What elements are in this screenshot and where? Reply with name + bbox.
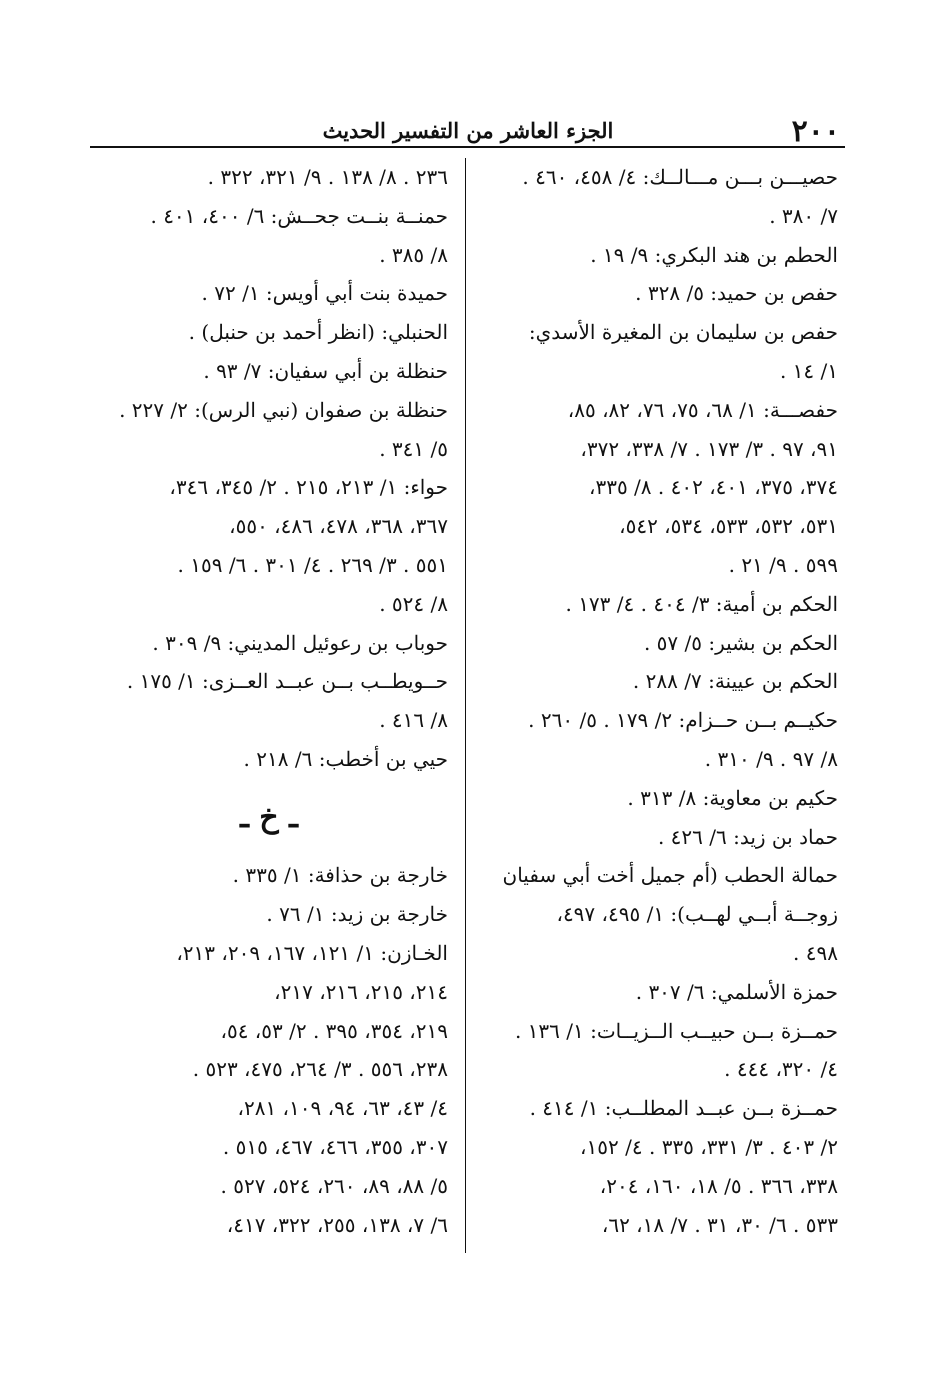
index-line: ٥/ ٣٤١ .	[379, 436, 448, 461]
index-line: حكيــم بــن حــزام: ٢/ ١٧٩ . ٥/ ٢٦٠ .	[528, 708, 838, 733]
column-divider	[465, 158, 466, 1253]
index-line: ٢١٤، ٢١٥، ٢١٦، ٢١٧،	[274, 979, 448, 1004]
index-line: حمــزة بــن عبــد المطلــب: ١/ ٤١٤ .	[529, 1096, 838, 1121]
index-line: الخـازن: ١/ ١٢١، ١٦٧، ٢٠٩، ٢١٣،	[176, 940, 448, 965]
index-line: حــويطــب بــن عبــد العــزى: ١/ ١٧٥ .	[126, 669, 448, 694]
index-line: حماد بن زيد: ٦/ ٤٢٦ .	[657, 824, 838, 849]
index-line: ٦/ ٧، ١٣٨، ٢٥٥، ٣٢٢، ٤١٧،	[226, 1212, 448, 1237]
index-line: حفصـــة: ١/ ٦٨، ٧٥، ٧٦، ٨٢، ٨٥،	[567, 397, 838, 422]
index-line: حفص بن حميد: ٥/ ٣٢٨ .	[635, 281, 838, 306]
index-line: ٥٣٣ . ٦/ ٣٠، ٣١ . ٧/ ١٨، ٦٢،	[601, 1212, 838, 1237]
index-line: ٩١، ٩٧ . ٣/ ١٧٣ . ٧/ ٣٣٨، ٣٧٢،	[580, 436, 838, 461]
index-line: حنظلة بن أبي سفيان: ٧/ ٩٣ .	[203, 358, 448, 383]
index-line: حكيم بن معاوية: ٨/ ٣١٣ .	[627, 785, 838, 810]
index-line: ٣٧٤، ٣٧٥، ٤٠١، ٤٠٢ . ٨/ ٣٣٥،	[588, 475, 838, 500]
index-line: حميدة بنت أبي أويس: ١/ ٧٢ .	[201, 281, 448, 306]
section-heading: ـ خ ـ	[240, 799, 298, 835]
index-line: الحنبلي: (انظر أحمد بن حنبل) .	[188, 320, 448, 345]
index-line: حيي بن أخطب: ٦/ ٢١٨ .	[243, 746, 448, 771]
index-line: ٣٦٧، ٣٦٨، ٤٧٨، ٤٨٦، ٥٥٠،	[229, 514, 448, 539]
index-line: ٤/ ٣٢٠، ٤٤٤ .	[724, 1057, 838, 1082]
left-column	[90, 158, 448, 1244]
index-line: الحكم بن عيينة: ٧/ ٢٨٨ .	[632, 669, 838, 694]
page-header	[88, 112, 848, 148]
index-line: ٥٩٩ . ٩/ ٢١ .	[728, 552, 838, 577]
index-line: الحكم بن بشير: ٥/ ٥٧ .	[643, 630, 838, 655]
index-line: ٨/ ٤١٦ .	[379, 708, 448, 733]
index-line: حصيـــن بـــن مـــالــك: ٤/ ٤٥٨، ٤٦٠ .	[522, 165, 838, 189]
header-rule	[90, 146, 845, 148]
index-line: ٢٣٦ . ٨/ ١٣٨ . ٩/ ٣٢١، ٣٢٢ .	[207, 165, 448, 189]
index-line: ٥٥١ . ٣/ ٢٦٩ . ٤/ ٣٠١ . ٦/ ١٥٩ .	[177, 552, 448, 577]
index-line: ٤٩٨ .	[793, 940, 838, 965]
right-column	[478, 158, 838, 1244]
index-line: ٢/ ٤٠٣ . ٣/ ٣٣١، ٣٣٥ . ٤/ ١٥٢،	[580, 1134, 838, 1159]
index-line: ٥/ ٨٨، ٨٩، ٢٦٠، ٥٢٤، ٥٢٧ .	[220, 1173, 448, 1198]
index-line: ٨/ ٥٢٤ .	[379, 591, 448, 616]
index-line: زوجــة أبــي لهــب): ١/ ٤٩٥، ٤٩٧،	[556, 902, 838, 927]
index-line: خارجة بن حذافة: ١/ ٣٣٥ .	[232, 863, 448, 888]
index-line: ٧/ ٣٨٠ .	[769, 203, 838, 228]
index-line: ٣٣٨، ٣٦٦ . ٥/ ١٨، ١٦٠، ٢٠٤،	[599, 1173, 838, 1198]
index-line: حفص بن سليمان بن المغيرة الأسدي:	[528, 320, 838, 345]
page-number: ٢٠٠	[791, 114, 840, 149]
index-line: ٤/ ٤٣، ٦٣، ٩٤، ١٠٩، ٢٨١،	[237, 1096, 448, 1121]
index-line: الحطم بن هند البكري: ٩/ ١٩ .	[590, 242, 838, 267]
index-line: حمالة الحطب (أم جميل أخت أبي سفيان	[502, 863, 838, 888]
index-line: ٢٣٨، ٥٥٦ . ٣/ ٢٦٤، ٤٧٥، ٥٢٣ .	[192, 1057, 448, 1082]
index-line: ٨/ ٣٨٥ .	[379, 242, 448, 267]
index-line: خارجة بن زيد: ١/ ٧٦ .	[266, 902, 448, 927]
index-line: حواء: ١/ ٢١٣، ٢١٥ . ٢/ ٣٤٥، ٣٤٦،	[169, 475, 448, 500]
index-line: ٨/ ٩٧ . ٩/ ٣١٠ .	[704, 746, 838, 771]
index-line: ١/ ١٤ .	[779, 358, 838, 383]
index-line: حنظلة بن صفوان (نبي الرس): ٢/ ٢٢٧ .	[119, 397, 448, 422]
index-line: الحكم بن أمية: ٣/ ٤٠٤ . ٤/ ١٧٣ .	[565, 591, 838, 616]
index-line: حوباب بن رعوئيل المديني: ٩/ ٣٠٩ .	[152, 630, 448, 655]
index-line: حمــزة بــن حبيــب الــزيــات: ١/ ١٣٦ .	[514, 1018, 838, 1043]
index-line: ٣٠٧، ٣٥٥، ٤٦٦، ٤٦٧، ٥١٥ .	[222, 1134, 448, 1159]
index-line: حمزة الأسلمي: ٦/ ٣٠٧ .	[635, 979, 838, 1004]
index-line: ٢١٩، ٣٥٤، ٣٩٥ . ٢/ ٥٣، ٥٤،	[220, 1018, 448, 1043]
index-line: حمنــة بنــت جحــش: ٦/ ٤٠٠، ٤٠١ .	[150, 203, 448, 228]
index-line: ٥٣١، ٥٣٢، ٥٣٣، ٥٣٤، ٥٤٢،	[619, 514, 838, 539]
running-title: الجزء العاشر من التفسير الحديث	[322, 118, 614, 143]
